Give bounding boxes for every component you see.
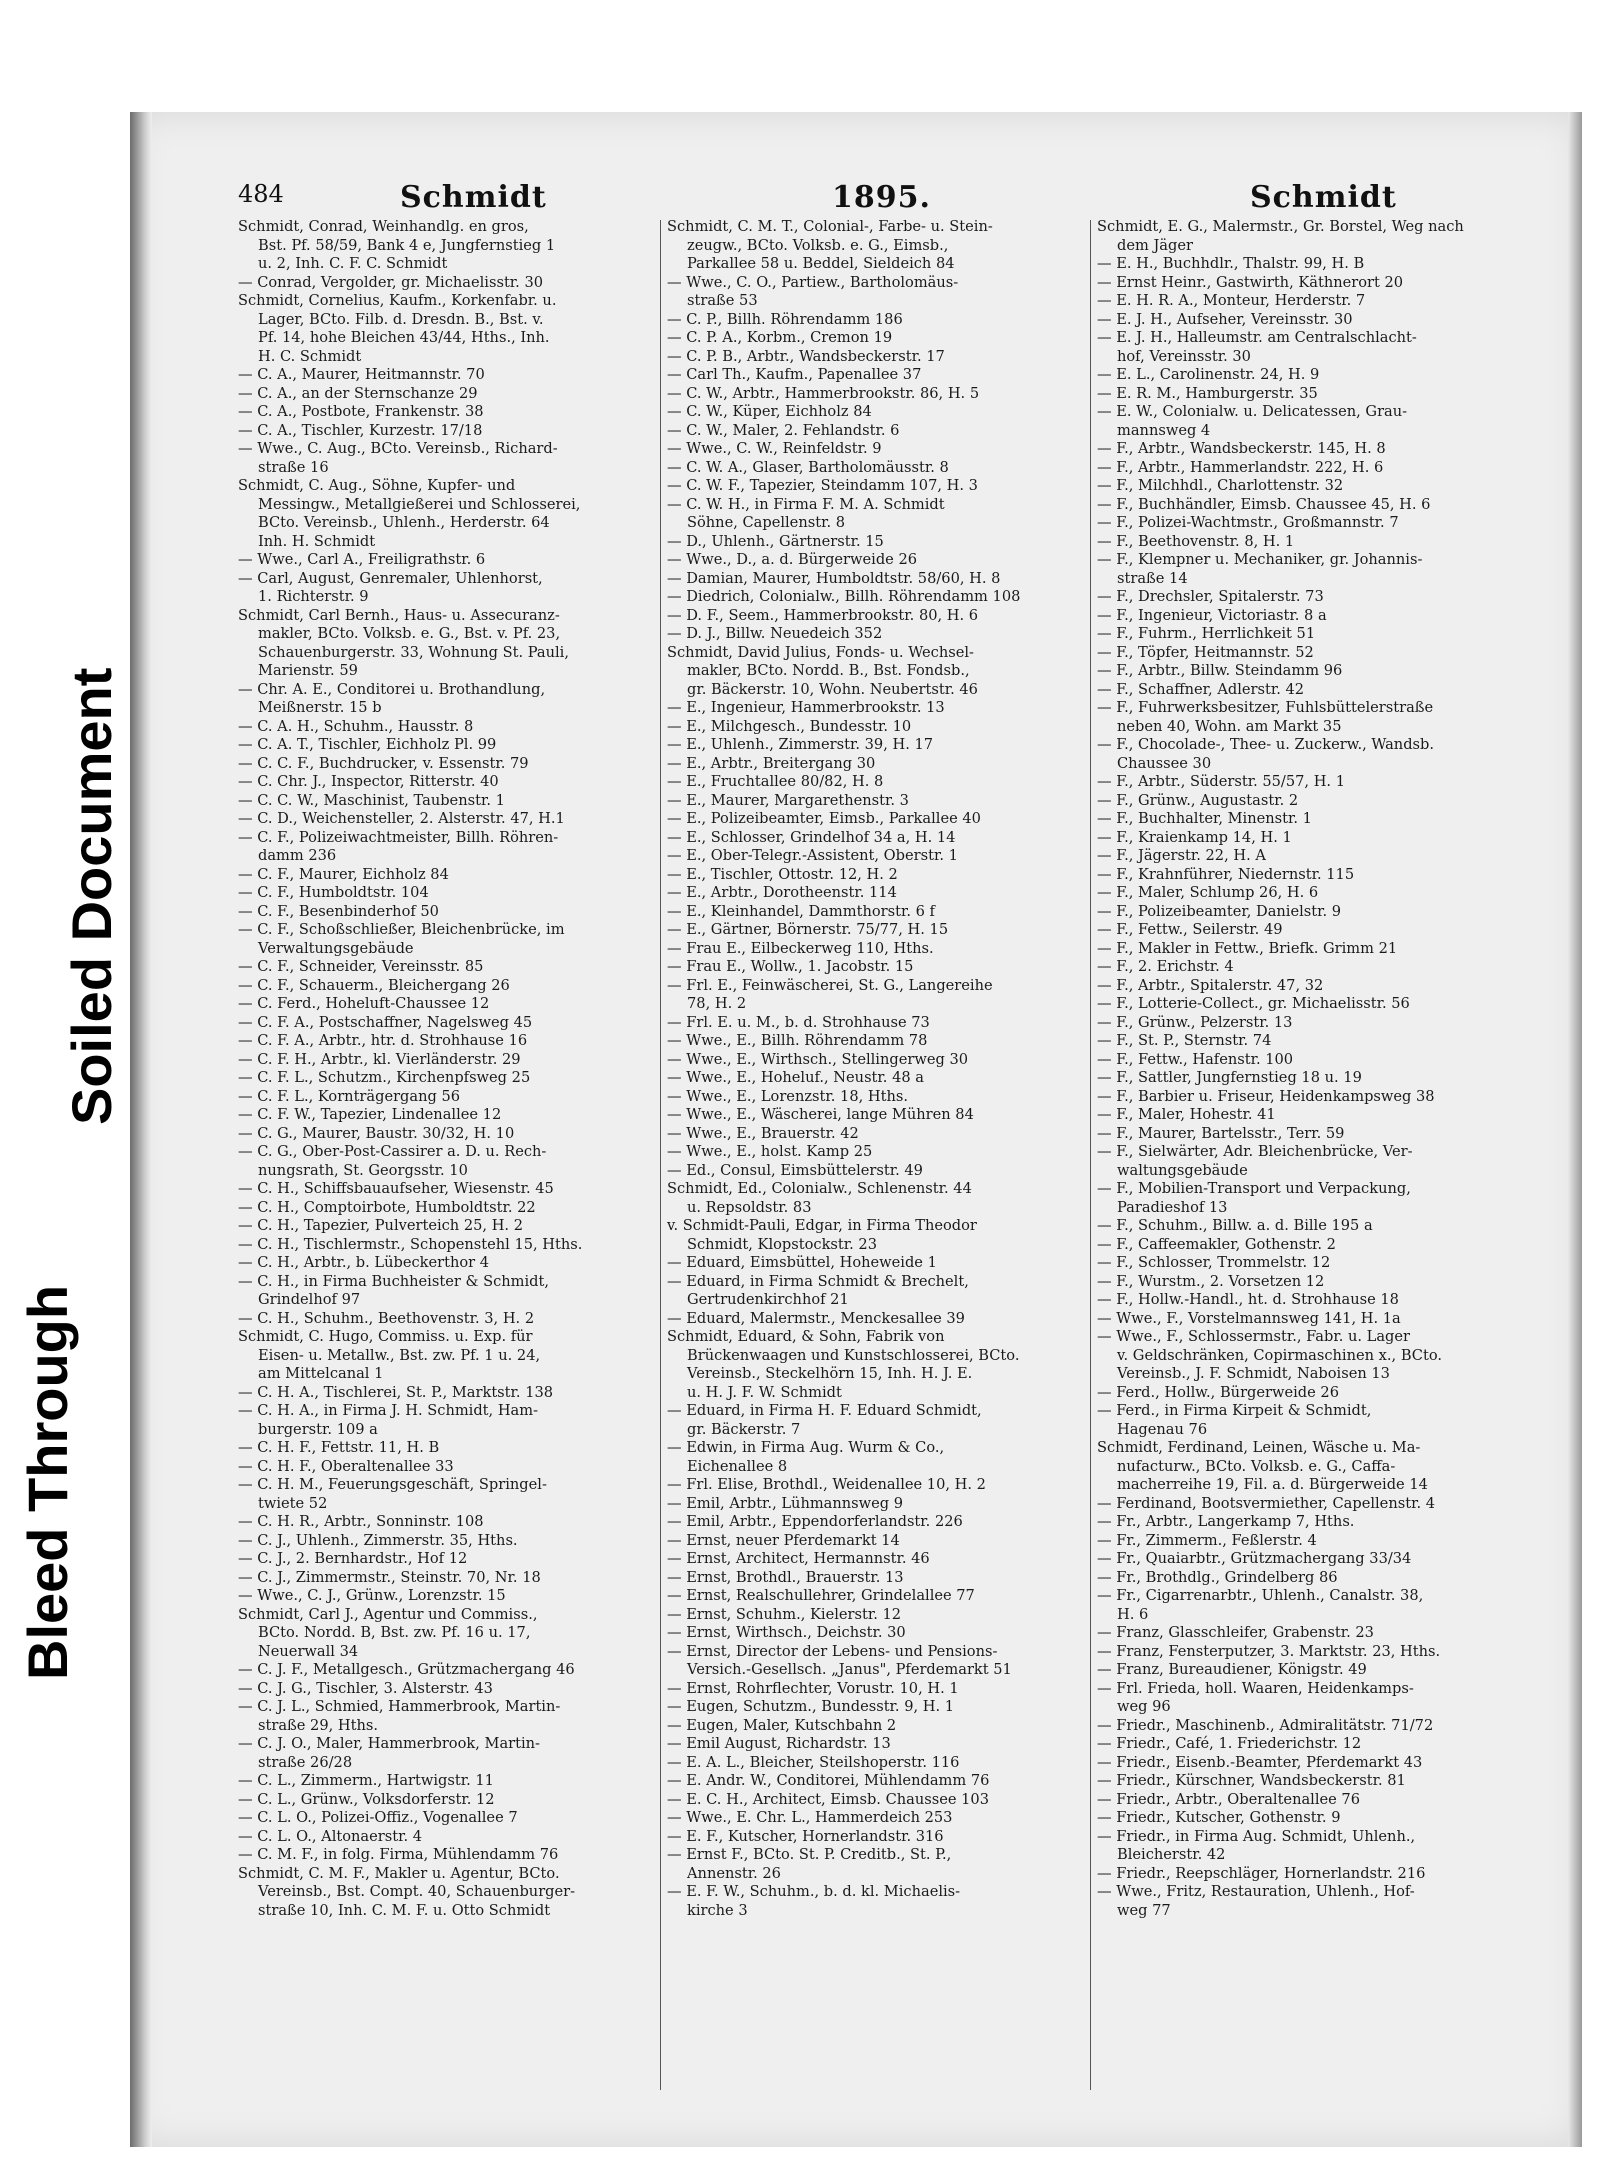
directory-entry-line: — C. W., Maler, 2. Fehlandstr. 6	[667, 421, 900, 439]
directory-entry-line: — C. A., an der Sternschanze 29	[238, 384, 478, 402]
directory-entry-line: — Frl. Elise, Brothdl., Weidenallee 10, H. 2	[667, 1476, 986, 1493]
directory-entry-line: Schmidt, C. M. F., Makler u. Agentur, BCto.	[238, 1864, 560, 1882]
directory-entry-line: v. Geldschränken, Copirmaschinen x., BCto.	[1117, 1346, 1443, 1364]
directory-entry-line: — Friedr., Eisenb.-Beamter, Pferdemarkt 43	[1097, 1753, 1423, 1771]
directory-entry-line: — F., Arbtr., Billw. Steindamm 96	[1097, 662, 1343, 679]
directory-entry-line: — F., Maler, Schlump 26, H. 6	[1097, 884, 1319, 901]
directory-entry-line: — F., Krahnführer, Niedernstr. 115	[1097, 865, 1355, 883]
directory-entry-line: kirche 3	[687, 1901, 748, 1919]
directory-entry-line: — F., Ingenieur, Victoriastr. 8 a	[1097, 606, 1327, 624]
directory-entry-line: — Ernst, Rohrflechter, Vorustr. 10, H. 1	[667, 1679, 959, 1697]
directory-entry-line: BCto. Nordd. B, Bst. zw. Pf. 16 u. 17,	[258, 1624, 531, 1641]
directory-entry-line: — C. A. T., Tischler, Eichholz Pl. 99	[238, 736, 497, 753]
directory-entry-line: — Frl. Frieda, holl. Waaren, Heidenkamps-	[1097, 1679, 1414, 1697]
directory-entry-line: — C. P. A., Korbm., Cremon 19	[667, 329, 893, 346]
column-divider	[1090, 220, 1091, 2090]
directory-entry-line: — C. F. H., Arbtr., kl. Vierländerstr. 29	[238, 1050, 521, 1068]
directory-entry-line: — F., Fuhrwerksbesitzer, Fuhlsbüttelerstraße	[1097, 699, 1434, 716]
directory-entry-line: — Friedr., Arbtr., Oberaltenallee 76	[1097, 1790, 1360, 1808]
directory-entry-line: — C. H., Tischlermstr., Schopenstehl 15, Hths.	[238, 1235, 583, 1253]
directory-entry-line: — C. F. W., Tapezier, Lindenallee 12	[238, 1106, 502, 1123]
directory-entry-line: macherreihe 19, Fil. a. d. Bürgerweide 14	[1117, 1476, 1428, 1493]
directory-entry-line: — Eduard, in Firma H. F. Eduard Schmidt,	[667, 1402, 982, 1419]
directory-entry-line: — E. H. R. A., Monteur, Herderstr. 7	[1097, 292, 1366, 309]
directory-entry-line: Schmidt, Klopstockstr. 23	[687, 1235, 877, 1253]
directory-entry-line: — E. J. H., Halleumstr. am Centralschlacht-	[1097, 329, 1417, 346]
directory-entry-line: Eichenallee 8	[687, 1457, 788, 1475]
directory-entry-line: hof, Vereinsstr. 30	[1117, 347, 1251, 365]
directory-entry-line: — E. F. W., Schuhm., b. d. kl. Michaelis-	[667, 1883, 961, 1900]
header-left-name: Schmidt	[400, 180, 547, 215]
directory-entry-line: — Franz, Glasschleifer, Grabenstr. 23	[1097, 1624, 1374, 1641]
directory-entry-line: Parkallee 58 u. Beddel, Sieldeich 84	[687, 255, 955, 272]
directory-entry-line: Hagenau 76	[1117, 1420, 1208, 1438]
directory-entry-line: straße 10, Inh. C. M. F. u. Otto Schmidt	[258, 1901, 551, 1919]
directory-entry-line: — D. F., Seem., Hammerbrookstr. 80, H. 6	[667, 606, 979, 624]
directory-entry-line: — C. A., Maurer, Heitmannstr. 70	[238, 366, 485, 383]
directory-entry-line: — F., Sielwärter, Adr. Bleichenbrücke, Ver-	[1097, 1143, 1413, 1160]
directory-entry-line: — C. L. O., Altonaerstr. 4	[238, 1827, 423, 1845]
directory-entry-line: — Carl, August, Genremaler, Uhlenhorst,	[238, 569, 543, 587]
directory-entry-line: — C. Ferd., Hoheluft-Chaussee 12	[238, 995, 490, 1012]
directory-entry-line: — Frl. E., Feinwäscherei, St. G., Langereihe	[667, 976, 993, 994]
directory-column-right	[1097, 218, 1517, 1920]
directory-entry-line: — F., Grünw., Pelzerstr. 13	[1097, 1013, 1293, 1031]
directory-entry-line: — Friedr., Kutscher, Gothenstr. 9	[1097, 1809, 1341, 1826]
directory-entry-line: — Wwe., E., Billh. Röhrendamm 78	[667, 1032, 928, 1049]
directory-entry-line: u. H. J. F. W. Schmidt	[687, 1383, 842, 1401]
directory-entry-line: Schmidt, E. G., Malermstr., Gr. Borstel, Weg nach	[1097, 218, 1464, 235]
directory-entry-line: neben 40, Wohn. am Markt 35	[1117, 717, 1342, 735]
directory-entry-line: — Ed., Consul, Eimsbüttelerstr. 49	[667, 1161, 923, 1179]
directory-entry-line: — C. F., Polizeiwachtmeister, Billh. Röhren-	[238, 828, 559, 846]
directory-entry-line: — Ernst, neuer Pferdemarkt 14	[667, 1531, 900, 1549]
directory-entry-line: — C. W. F., Tapezier, Steindamm 107, H. 3	[667, 477, 978, 494]
directory-entry-line: — C. P. B., Arbtr., Wandsbeckerstr. 17	[667, 347, 945, 365]
header-right-name: Schmidt	[1250, 180, 1397, 215]
directory-entry-line: — F., Kraienkamp 14, H. 1	[1097, 828, 1292, 846]
directory-entry-line: — E., Kleinhandel, Dammthorstr. 6 f	[667, 902, 935, 920]
directory-entry-line: — C. F., Humboldtstr. 104	[238, 884, 429, 901]
directory-entry-line: — Wwe., C. Aug., BCto. Vereinsb., Richard-	[238, 440, 558, 457]
directory-entry-line: — Wwe., C. J., Grünw., Lorenzstr. 15	[238, 1587, 506, 1604]
directory-entry-line: Messingw., Metallgießerei und Schlosserei,	[258, 495, 581, 513]
directory-entry-line: Annenstr. 26	[687, 1864, 781, 1882]
directory-entry-line: — C. F. L., Schutzm., Kirchenpfsweg 25	[238, 1069, 531, 1086]
directory-entry-line: dem Jäger	[1117, 236, 1193, 254]
directory-entry-line: — Friedr., in Firma Aug. Schmidt, Uhlenh.,	[1097, 1827, 1416, 1845]
directory-entry-line: — Diedrich, Colonialw., Billh. Röhrendamm 108	[667, 588, 1021, 605]
directory-entry-line: — Ernst F., BCto. St. P. Creditb., St. P.,	[667, 1846, 952, 1863]
directory-entry-line: — F., Arbtr., Wandsbeckerstr. 145, H. 8	[1097, 440, 1386, 457]
directory-entry-line: — Wwe., E., holst. Kamp 25	[667, 1143, 873, 1160]
directory-entry-line: — Wwe., E., Wirthsch., Stellingerweg 30	[667, 1050, 969, 1068]
directory-entry-line: — F., Beethovenstr. 8, H. 1	[1097, 532, 1295, 550]
directory-entry-line: Bst. Pf. 58/59, Bank 4 e, Jungfernstieg 1	[258, 236, 556, 254]
directory-entry-line: — F., Polizei-Wachtmstr., Großmannstr. 7	[1097, 514, 1399, 531]
directory-entry-line: — Friedr., Maschinenb., Admiralitätstr. 71/72	[1097, 1716, 1434, 1734]
directory-entry-line: v. Schmidt-Pauli, Edgar, in Firma Theodor	[667, 1217, 977, 1234]
directory-entry-line: — C. L. O., Polizei-Offiz., Vogenallee 7	[238, 1809, 518, 1826]
directory-entry-line: Vereinsb., J. F. Schmidt, Naboisen 13	[1117, 1365, 1390, 1382]
directory-entry-line: — C. F. A., Postschaffner, Nagelsweg 45	[238, 1013, 533, 1031]
directory-entry-line: Verwaltungsgebäude	[258, 939, 414, 957]
directory-entry-line: — C. J. F., Metallgesch., Grützmachergang 46	[238, 1661, 575, 1678]
directory-entry-line: damm 236	[258, 847, 337, 864]
directory-entry-line: — Frau E., Wollw., 1. Jacobstr. 15	[667, 958, 914, 975]
directory-entry-line: — C. W., Arbtr., Hammerbrookstr. 86, H. 5	[667, 384, 980, 402]
directory-entry-line: — C. H., in Firma Buchheister & Schmidt,	[238, 1272, 550, 1290]
directory-entry-line: — F., Klempner u. Mechaniker, gr. Johannis-	[1097, 551, 1423, 568]
directory-entry-line: Bleicherstr. 42	[1117, 1846, 1226, 1863]
directory-entry-line: — C. M. F., in folg. Firma, Mühlendamm 76	[238, 1846, 559, 1863]
directory-entry-line: — C. A. H., Schuhm., Hausstr. 8	[238, 717, 474, 735]
directory-entry-line: — C. H., Arbtr., b. Lübeckerthor 4	[238, 1254, 490, 1271]
directory-entry-line: — Eduard, Malermstr., Menckesallee 39	[667, 1309, 965, 1327]
directory-entry-line: Chaussee 30	[1117, 754, 1212, 772]
directory-entry-line: — C. P., Billh. Röhrendamm 186	[667, 310, 903, 328]
directory-entry-line: — C. G., Ober-Post-Cassirer a. D. u. Rech-	[238, 1143, 547, 1160]
directory-entry-line: — C. H. A., Tischlerei, St. P., Marktstr. 138	[238, 1383, 554, 1401]
directory-entry-line: — C. F., Schoßschließer, Bleichenbrücke, im	[238, 921, 565, 938]
stamp-bleed-through: Bleed Through	[16, 1284, 79, 1680]
directory-entry-line: — F., Barbier u. Friseur, Heidenkampsweg 38	[1097, 1087, 1435, 1105]
directory-entry-line: — C. W. A., Glaser, Bartholomäusstr. 8	[667, 458, 949, 476]
directory-entry-line: — C. J. O., Maler, Hammerbrook, Martin-	[238, 1735, 540, 1752]
directory-entry-line: Schmidt, C. M. T., Colonial-, Farbe- u. Stein-	[667, 218, 993, 235]
directory-entry-line: — F., 2. Erichstr. 4	[1097, 958, 1234, 975]
directory-entry-line: twiete 52	[258, 1494, 328, 1512]
directory-entry-line: nufacturw., BCto. Volksb. e. G., Caffa-	[1117, 1457, 1396, 1475]
directory-entry-line: — Fr., Brothdlg., Grindelberg 86	[1097, 1568, 1338, 1586]
directory-entry-line: — C. H. F., Fettstr. 11, H. B	[238, 1439, 440, 1456]
directory-entry-line: — E. J. H., Aufseher, Vereinsstr. 30	[1097, 310, 1353, 328]
directory-entry-line: Gertrudenkirchhof 21	[687, 1291, 849, 1308]
directory-entry-line: — F., Buchhändler, Eimsb. Chaussee 45, H. 6	[1097, 495, 1431, 513]
directory-entry-line: — Ferd., in Firma Kirpeit & Schmidt,	[1097, 1402, 1372, 1419]
directory-entry-line: — E., Ingenieur, Hammerbrookstr. 13	[667, 699, 945, 716]
directory-entry-line: Vereinsb., Steckelhörn 15, Inh. H. J. E.	[687, 1365, 973, 1382]
directory-entry-line: — F., Mobilien-Transport und Verpackung,	[1097, 1180, 1411, 1197]
directory-entry-line: — F., Jägerstr. 22, H. A	[1097, 847, 1266, 864]
directory-entry-line: nungsrath, St. Georgsstr. 10	[258, 1161, 468, 1179]
directory-entry-line: — F., Buchhalter, Minenstr. 1	[1097, 810, 1312, 827]
directory-entry-line: — Emil August, Richardstr. 13	[667, 1735, 891, 1752]
directory-entry-line: — C. Chr. J., Inspector, Ritterstr. 40	[238, 773, 499, 790]
directory-entry-line: — Wwe., D., a. d. Bürgerweide 26	[667, 551, 918, 568]
directory-entry-line: — F., Schaffner, Adlerstr. 42	[1097, 680, 1305, 698]
directory-entry-line: — C. J., Zimmermstr., Steinstr. 70, Nr. 18	[238, 1568, 541, 1586]
directory-entry-line: — E., Fruchtallee 80/82, H. 8	[667, 773, 884, 790]
page-binding-shadow	[130, 112, 152, 2147]
directory-entry-line: — C. H., Schiffsbauaufseher, Wiesenstr. 45	[238, 1180, 554, 1197]
directory-entry-line: — Wwe., E., Wäscherei, lange Mühren 84	[667, 1106, 974, 1123]
directory-entry-line: Schmidt, Cornelius, Kaufm., Korkenfabr. u.	[238, 292, 557, 309]
directory-entry-line: mannsweg 4	[1117, 421, 1211, 439]
directory-entry-line: Schmidt, Carl Bernh., Haus- u. Assecuranz-	[238, 606, 560, 624]
directory-entry-line: — C. F., Schauerm., Bleichergang 26	[238, 976, 510, 994]
directory-entry-line: — C. F., Besenbinderhof 50	[238, 902, 439, 920]
directory-entry-line: — E. F., Kutscher, Hornerlandstr. 316	[667, 1827, 944, 1845]
directory-entry-line: — E., Tischler, Ottostr. 12, H. 2	[667, 865, 898, 883]
directory-entry-line: — Friedr., Café, 1. Friederichstr. 12	[1097, 1735, 1362, 1752]
directory-entry-line: — F., Drechsler, Spitalerstr. 73	[1097, 588, 1324, 605]
directory-entry-line: — Wwe., E. Chr. L., Hammerdeich 253	[667, 1809, 953, 1826]
directory-entry-line: Eisen- u. Metallw., Bst. zw. Pf. 1 u. 24,	[258, 1346, 541, 1364]
directory-entry-line: Grindelhof 97	[258, 1291, 361, 1308]
directory-entry-line: straße 53	[687, 292, 758, 309]
directory-entry-line: — F., Schlosser, Trommelstr. 12	[1097, 1254, 1331, 1271]
directory-entry-line: — F., Maler, Hohestr. 41	[1097, 1106, 1276, 1123]
directory-entry-line: — Friedr., Kürschner, Wandsbeckerstr. 81	[1097, 1772, 1406, 1789]
directory-entry-line: — C. J. L., Schmied, Hammerbrook, Martin-	[238, 1698, 561, 1715]
directory-entry-line: — Wwe., E., Hoheluf., Neustr. 48 a	[667, 1069, 924, 1086]
directory-entry-line: — Chr. A. E., Conditorei u. Brothandlung,	[238, 680, 546, 698]
directory-entry-line: — F., Schuhm., Billw. a. d. Bille 195 a	[1097, 1217, 1373, 1234]
directory-entry-line: — E. L., Carolinenstr. 24, H. 9	[1097, 366, 1320, 383]
directory-entry-line: makler, BCto. Volksb. e. G., Bst. v. Pf. 23,	[258, 625, 561, 642]
directory-entry-line: weg 96	[1117, 1698, 1171, 1715]
directory-entry-line: waltungsgebäude	[1117, 1161, 1248, 1179]
directory-entry-line: — C. H., Schuhm., Beethovenstr. 3, H. 2	[238, 1309, 535, 1327]
directory-entry-line: Schmidt, C. Aug., Söhne, Kupfer- und	[238, 477, 516, 494]
directory-entry-line: Schmidt, Ed., Colonialw., Schlenenstr. 44	[667, 1180, 972, 1197]
directory-entry-line: Schmidt, Ferdinand, Leinen, Wäsche u. Ma-	[1097, 1439, 1421, 1456]
directory-entry-line: — Fr., Quaiarbtr., Grützmachergang 33/34	[1097, 1550, 1412, 1567]
directory-entry-line: gr. Bäckerstr. 7	[687, 1420, 801, 1438]
directory-entry-line: — D., Uhlenh., Gärtnerstr. 15	[667, 532, 884, 550]
directory-entry-line: Brückenwaagen und Kunstschlosserei, BCto.	[687, 1346, 1020, 1364]
directory-entry-line: — D. J., Billw. Neuedeich 352	[667, 625, 883, 642]
directory-entry-line: — Edwin, in Firma Aug. Wurm & Co.,	[667, 1439, 945, 1456]
directory-entry-line: Schmidt, Eduard, & Sohn, Fabrik von	[667, 1328, 945, 1345]
directory-entry-line: Lager, BCto. Filb. d. Dresdn. B., Bst. v.	[258, 310, 544, 328]
directory-entry-line: — Ferdinand, Bootsvermiether, Capellenstr. 4	[1097, 1494, 1436, 1512]
directory-entry-line: H. 6	[1117, 1605, 1149, 1623]
directory-entry-line: Neuerwall 34	[258, 1642, 359, 1660]
directory-entry-line: weg 77	[1117, 1901, 1171, 1919]
directory-entry-line: — Emil, Arbtr., Lühmannsweg 9	[667, 1494, 904, 1512]
directory-entry-line: — C. H. R., Arbtr., Sonninstr. 108	[238, 1513, 484, 1530]
directory-entry-line: — E., Gärtner, Börnerstr. 75/77, H. 15	[667, 921, 949, 938]
directory-entry-line: — F., Chocolade-, Thee- u. Zuckerw., Wandsb.	[1097, 736, 1435, 753]
directory-entry-line: — Frau E., Eilbeckerweg 110, Hths.	[667, 939, 934, 957]
directory-entry-line: — E., Schlosser, Grindelhof 34 a, H. 14	[667, 828, 956, 846]
directory-entry-line: — E., Ober-Telegr.-Assistent, Oberstr. 1	[667, 847, 958, 864]
directory-entry-line: — F., Grünw., Augustastr. 2	[1097, 791, 1299, 809]
directory-entry-line: — Wwe., C. O., Partiew., Bartholomäus-	[667, 273, 959, 291]
directory-entry-line: — Wwe., F., Vorstelmannsweg 141, H. 1a	[1097, 1309, 1401, 1327]
directory-entry-line: — Wwe., E., Brauerstr. 42	[667, 1124, 859, 1142]
directory-entry-line: — C. H. A., in Firma J. H. Schmidt, Ham-	[238, 1402, 539, 1419]
directory-entry-line: — F., Arbtr., Spitalerstr. 47, 32	[1097, 976, 1324, 994]
directory-entry-line: gr. Bäckerstr. 10, Wohn. Neubertstr. 46	[687, 680, 978, 698]
directory-entry-line: — E. A. L., Bleicher, Steilshoperstr. 116	[667, 1753, 960, 1771]
directory-entry-line: — F., Polizeibeamter, Danielstr. 9	[1097, 902, 1342, 920]
directory-entry-line: — C. F., Maurer, Eichholz 84	[238, 865, 449, 883]
directory-entry-line: — Friedr., Reepschläger, Hornerlandstr. 216	[1097, 1864, 1426, 1882]
directory-entry-line: — C. F., Schneider, Vereinsstr. 85	[238, 958, 484, 975]
directory-entry-line: — Ernst, Brothdl., Brauerstr. 13	[667, 1568, 904, 1586]
directory-entry-line: — Frl. E. u. M., b. d. Strohhause 73	[667, 1013, 930, 1031]
directory-entry-line: — C. W. H., in Firma F. M. A. Schmidt	[667, 495, 945, 513]
page-edge-shadow	[1568, 112, 1582, 2147]
directory-entry-line: — C. G., Maurer, Baustr. 30/32, H. 10	[238, 1124, 515, 1142]
directory-entry-line: — Franz, Fensterputzer, 3. Marktstr. 23, Hths.	[1097, 1642, 1441, 1660]
directory-entry-line: — Wwe., F., Schlossermstr., Fabr. u. Lager	[1097, 1328, 1410, 1345]
directory-entry-line: — E. Andr. W., Conditorei, Mühlendamm 76	[667, 1772, 990, 1789]
directory-entry-line: Paradieshof 13	[1117, 1198, 1228, 1216]
header-year: 1895.	[832, 180, 931, 215]
directory-entry-line: — Ernst, Wirthsch., Deichstr. 30	[667, 1624, 906, 1641]
stamp-soiled-document: Soiled Document	[60, 667, 123, 1125]
directory-entry-line: Inh. H. Schmidt	[258, 532, 376, 550]
directory-entry-line: Schmidt, Carl J., Agentur und Commiss.,	[238, 1605, 538, 1623]
directory-entry-line: — Emil, Arbtr., Eppendorferlandstr. 226	[667, 1513, 963, 1530]
column-divider	[660, 220, 661, 2090]
directory-entry-line: burgerstr. 109 a	[258, 1420, 378, 1438]
directory-entry-line: — E., Maurer, Margarethenstr. 3	[667, 791, 909, 809]
directory-entry-line: — C. C. W., Maschinist, Taubenstr. 1	[238, 791, 505, 809]
directory-entry-line: — F., Sattler, Jungfernstieg 18 u. 19	[1097, 1069, 1362, 1086]
directory-entry-line: Söhne, Capellenstr. 8	[687, 514, 846, 531]
directory-entry-line: — E., Uhlenh., Zimmerstr. 39, H. 17	[667, 736, 934, 753]
page-number: 484	[238, 180, 284, 208]
directory-entry-line: — Fr., Cigarrenarbtr., Uhlenh., Canalstr. 38,	[1097, 1587, 1424, 1604]
directory-entry-line: — Ernst, Schuhm., Kielerstr. 12	[667, 1605, 902, 1623]
directory-entry-line: — F., Fettw., Seilerstr. 49	[1097, 921, 1283, 938]
directory-entry-line: — C. J. G., Tischler, 3. Alsterstr. 43	[238, 1679, 493, 1697]
directory-entry-line: straße 14	[1117, 569, 1188, 587]
directory-entry-line: — C. J., Uhlenh., Zimmerstr. 35, Hths.	[238, 1531, 518, 1549]
directory-entry-line: — E., Arbtr., Dorotheenstr. 114	[667, 884, 897, 901]
directory-entry-line: — Eduard, Eimsbüttel, Hoheweide 1	[667, 1254, 937, 1271]
directory-entry-line: — C. C. F., Buchdrucker, v. Essenstr. 79	[238, 754, 529, 772]
directory-entry-line: — C. D., Weichensteller, 2. Alsterstr. 47, H.1	[238, 810, 565, 827]
directory-entry-line: Pf. 14, hohe Bleichen 43/44, Hths., Inh.	[258, 329, 550, 346]
directory-entry-line: — E. R. M., Hamburgerstr. 35	[1097, 384, 1318, 402]
directory-entry-line: — F., Wurstm., 2. Vorsetzen 12	[1097, 1272, 1325, 1290]
directory-entry-line: — E. W., Colonialw. u. Delicatessen, Grau-	[1097, 403, 1408, 420]
directory-entry-line: — Ferd., Hollw., Bürgerweide 26	[1097, 1383, 1339, 1401]
directory-entry-line: — F., Arbtr., Hammerlandstr. 222, H. 6	[1097, 458, 1384, 476]
directory-entry-line: — C. F. L., Kornträgergang 56	[238, 1087, 461, 1105]
directory-entry-line: — F., Lotterie-Collect., gr. Michaelisstr. 56	[1097, 995, 1410, 1012]
directory-entry-line: — C. L., Zimmerm., Hartwigstr. 11	[238, 1772, 494, 1789]
directory-entry-line: Marienstr. 59	[258, 662, 358, 679]
directory-entry-line: — Fr., Arbtr., Langerkamp 7, Hths.	[1097, 1513, 1355, 1530]
directory-entry-line: — C. H. F., Oberaltenallee 33	[238, 1457, 454, 1475]
directory-entry-line: — Eduard, in Firma Schmidt & Brechelt,	[667, 1272, 969, 1290]
directory-entry-line: — Ernst, Director der Lebens- und Pensions-	[667, 1642, 998, 1660]
directory-entry-line: — Damian, Maurer, Humboldtstr. 58/60, H. 8	[667, 569, 1001, 587]
directory-entry-line: — C. W., Küper, Eichholz 84	[667, 403, 872, 420]
directory-entry-line: — Fr., Zimmerm., Feßlerstr. 4	[1097, 1531, 1317, 1549]
directory-entry-line: — C. A., Postbote, Frankenstr. 38	[238, 403, 484, 420]
directory-entry-line: zeugw., BCto. Volksb. e. G., Eimsb.,	[687, 236, 949, 254]
directory-entry-line: Schmidt, C. Hugo, Commiss. u. Exp. für	[238, 1328, 533, 1345]
directory-entry-line: — Ernst, Architect, Hermannstr. 46	[667, 1550, 930, 1567]
directory-entry-line: Schauenburgerstr. 33, Wohnung St. Pauli,	[258, 643, 569, 661]
directory-entry-line: — F., Maurer, Bartelsstr., Terr. 59	[1097, 1124, 1345, 1142]
directory-entry-line: — E., Arbtr., Breitergang 30	[667, 754, 876, 772]
directory-entry-line: — C. H., Tapezier, Pulverteich 25, H. 2	[238, 1217, 523, 1234]
directory-entry-line: Vereinsb., Bst. Compt. 40, Schauenburger-	[258, 1883, 576, 1900]
directory-entry-line: — Ernst Heinr., Gastwirth, Käthnerort 20	[1097, 273, 1404, 291]
directory-entry-line: — Ernst, Realschullehrer, Grindelallee 77	[667, 1587, 975, 1604]
directory-entry-line: — F., Makler in Fettw., Briefk. Grimm 21	[1097, 939, 1398, 957]
directory-entry-line: — Wwe., E., Lorenzstr. 18, Hths.	[667, 1087, 908, 1105]
directory-entry-line: Schmidt, David Julius, Fonds- u. Wechsel-	[667, 643, 974, 661]
directory-column-middle	[667, 218, 1087, 1920]
directory-column-left	[238, 218, 658, 1920]
directory-entry-line: — C. A., Tischler, Kurzestr. 17/18	[238, 421, 483, 439]
directory-entry-line: — Eugen, Maler, Kutschbahn 2	[667, 1716, 897, 1734]
directory-entry-line: — F., Fettw., Hafenstr. 100	[1097, 1050, 1294, 1068]
directory-entry-line: — C. H., Comptoirbote, Humboldtstr. 22	[238, 1198, 536, 1216]
directory-entry-line: Versich.-Gesellsch. „Janus", Pferdemarkt 51	[687, 1661, 1012, 1678]
directory-entry-line: — C. J., 2. Bernhardstr., Hof 12	[238, 1550, 468, 1567]
directory-entry-line: — E. C. H., Architect, Eimsb. Chaussee 103	[667, 1790, 989, 1808]
directory-entry-line: makler, BCto. Nordd. B., Bst. Fondsb.,	[687, 662, 970, 679]
directory-entry-line: H. C. Schmidt	[258, 347, 362, 365]
directory-entry-line: — Franz, Bureaudiener, Königstr. 49	[1097, 1661, 1367, 1678]
directory-entry-line: — E. H., Buchhdlr., Thalstr. 99, H. B	[1097, 255, 1365, 272]
directory-entry-line: — F., Fuhrm., Herrlichkeit 51	[1097, 625, 1316, 642]
directory-entry-line: — F., St. P., Sternstr. 74	[1097, 1032, 1272, 1049]
directory-entry-line: — F., Milchhdl., Charlottenstr. 32	[1097, 477, 1344, 494]
directory-entry-line: straße 16	[258, 458, 329, 476]
directory-entry-line: 1. Richterstr. 9	[258, 588, 369, 605]
directory-entry-line: — C. L., Grünw., Volksdorferstr. 12	[238, 1790, 495, 1808]
directory-entry-line: — Conrad, Vergolder, gr. Michaelisstr. 30	[238, 273, 544, 291]
directory-entry-line: — F., Hollw.-Handl., ht. d. Strohhause 18	[1097, 1291, 1399, 1308]
directory-entry-line: — C. F. A., Arbtr., htr. d. Strohhause 16	[238, 1032, 528, 1049]
directory-entry-line: 78, H. 2	[687, 995, 747, 1012]
directory-entry-line: — F., Töpfer, Heitmannstr. 52	[1097, 643, 1314, 661]
directory-entry-line: Meißnerstr. 15 b	[258, 699, 382, 716]
directory-entry-line: — Wwe., C. W., Reinfeldstr. 9	[667, 440, 882, 457]
directory-entry-line: — Wwe., Carl A., Freiligrathstr. 6	[238, 551, 486, 568]
directory-entry-line: — F., Arbtr., Süderstr. 55/57, H. 1	[1097, 773, 1345, 790]
directory-entry-line: u. Repsoldstr. 83	[687, 1198, 812, 1216]
directory-entry-line: — F., Caffeemakler, Gothenstr. 2	[1097, 1235, 1336, 1253]
directory-entry-line: — Carl Th., Kaufm., Papenallee 37	[667, 366, 922, 383]
directory-entry-line: BCto. Vereinsb., Uhlenh., Herderstr. 64	[258, 514, 550, 531]
directory-entry-line: straße 26/28	[258, 1753, 353, 1771]
directory-entry-line: Schmidt, Conrad, Weinhandlg. en gros,	[238, 218, 529, 235]
directory-entry-line: — E., Milchgesch., Bundesstr. 10	[667, 717, 912, 735]
directory-entry-line: — Wwe., Fritz, Restauration, Uhlenh., Hof-	[1097, 1883, 1415, 1900]
directory-entry-line: — C. H. M., Feuerungsgeschäft, Springel-	[238, 1476, 547, 1493]
directory-entry-line: straße 29, Hths.	[258, 1716, 379, 1734]
directory-entry-line: u. 2, Inh. C. F. C. Schmidt	[258, 255, 448, 272]
directory-entry-line: am Mittelcanal 1	[258, 1365, 384, 1382]
directory-entry-line: — E., Polizeibeamter, Eimsb., Parkallee 40	[667, 810, 981, 827]
directory-entry-line: — Eugen, Schutzm., Bundesstr. 9, H. 1	[667, 1698, 955, 1715]
